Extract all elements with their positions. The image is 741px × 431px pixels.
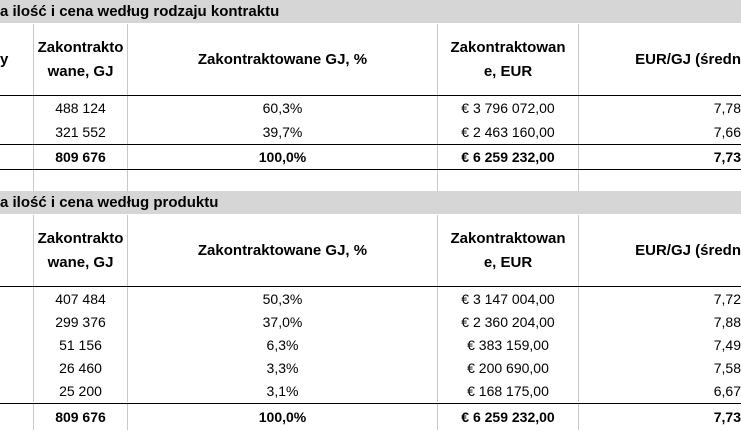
cell-gj: 407 484 bbox=[33, 287, 127, 310]
header-cell-contracted-eur: Zakontraktowane, EUR bbox=[437, 215, 578, 286]
cell-gj: 299 376 bbox=[33, 310, 127, 333]
section-title: a ilość i cena według produktu bbox=[0, 191, 741, 214]
cell-pct: 39,7% bbox=[127, 120, 437, 144]
total-row bbox=[0, 404, 741, 430]
header-row bbox=[0, 215, 741, 286]
cell-eur: € 200 690,00 bbox=[437, 356, 578, 379]
header-cell-contracted-gj-pct: Zakontraktowane GJ, % bbox=[127, 24, 437, 95]
header-cell-contracted-gj: Zakontraktowane, GJ bbox=[33, 215, 127, 286]
cell-eur-per-gj: 7,58 bbox=[578, 356, 741, 379]
cell-eur: € 3 147 004,00 bbox=[437, 287, 578, 310]
header-cell-eur-per-gj: EUR/GJ (średn bbox=[578, 215, 741, 286]
cell-gj: 51 156 bbox=[33, 333, 127, 356]
total-row bbox=[0, 145, 741, 169]
table-row bbox=[0, 310, 741, 333]
total-eur: € 6 259 232,00 bbox=[437, 145, 578, 169]
cell-eur: € 383 159,00 bbox=[437, 333, 578, 356]
header-row bbox=[0, 24, 741, 95]
cell-eur: € 2 360 204,00 bbox=[437, 310, 578, 333]
cell-eur: € 3 796 072,00 bbox=[437, 96, 578, 120]
table-row bbox=[0, 96, 741, 120]
total-gj: 809 676 bbox=[33, 145, 127, 169]
spacer-row bbox=[0, 170, 741, 191]
cell-pct: 3,1% bbox=[127, 379, 437, 402]
cell-pct: 50,3% bbox=[127, 287, 437, 310]
total-eur: € 6 259 232,00 bbox=[437, 404, 578, 430]
table-row bbox=[0, 333, 741, 356]
header-cell-eur-per-gj: EUR/GJ (średn bbox=[578, 24, 741, 95]
cell-eur-per-gj: 6,67 bbox=[578, 379, 741, 402]
header-cell-contracted-eur: Zakontraktowane, EUR bbox=[437, 24, 578, 95]
cell-eur: € 168 175,00 bbox=[437, 379, 578, 402]
cell-pct: 37,0% bbox=[127, 310, 437, 333]
table-row bbox=[0, 379, 741, 402]
section-title: a ilość i cena według rodzaju kontraktu bbox=[0, 0, 741, 23]
cell-eur-per-gj: 7,72 bbox=[578, 287, 741, 310]
cell-eur-per-gj: 7,78 bbox=[578, 96, 741, 120]
header-cell-category: y bbox=[0, 50, 9, 68]
cell-pct: 6,3% bbox=[127, 333, 437, 356]
total-eur-per-gj: 7,73 bbox=[578, 145, 741, 169]
total-gj: 809 676 bbox=[33, 404, 127, 430]
header-cell-contracted-gj-pct: Zakontraktowane GJ, % bbox=[127, 215, 437, 286]
table-row bbox=[0, 120, 741, 144]
table-row bbox=[0, 356, 741, 379]
cell-pct: 3,3% bbox=[127, 356, 437, 379]
cell-eur: € 2 463 160,00 bbox=[437, 120, 578, 144]
cell-pct: 60,3% bbox=[127, 96, 437, 120]
header-cell-contracted-gj: Zakontraktowane, GJ bbox=[33, 24, 127, 95]
total-pct: 100,0% bbox=[127, 145, 437, 169]
cell-eur-per-gj: 7,49 bbox=[578, 333, 741, 356]
cell-eur-per-gj: 7,66 bbox=[578, 120, 741, 144]
cell-gj: 488 124 bbox=[33, 96, 127, 120]
table-row bbox=[0, 287, 741, 310]
cell-gj: 321 552 bbox=[33, 120, 127, 144]
cell-eur-per-gj: 7,88 bbox=[578, 310, 741, 333]
total-eur-per-gj: 7,73 bbox=[578, 404, 741, 430]
total-pct: 100,0% bbox=[127, 404, 437, 430]
cell-gj: 26 460 bbox=[33, 356, 127, 379]
cell-gj: 25 200 bbox=[33, 379, 127, 402]
